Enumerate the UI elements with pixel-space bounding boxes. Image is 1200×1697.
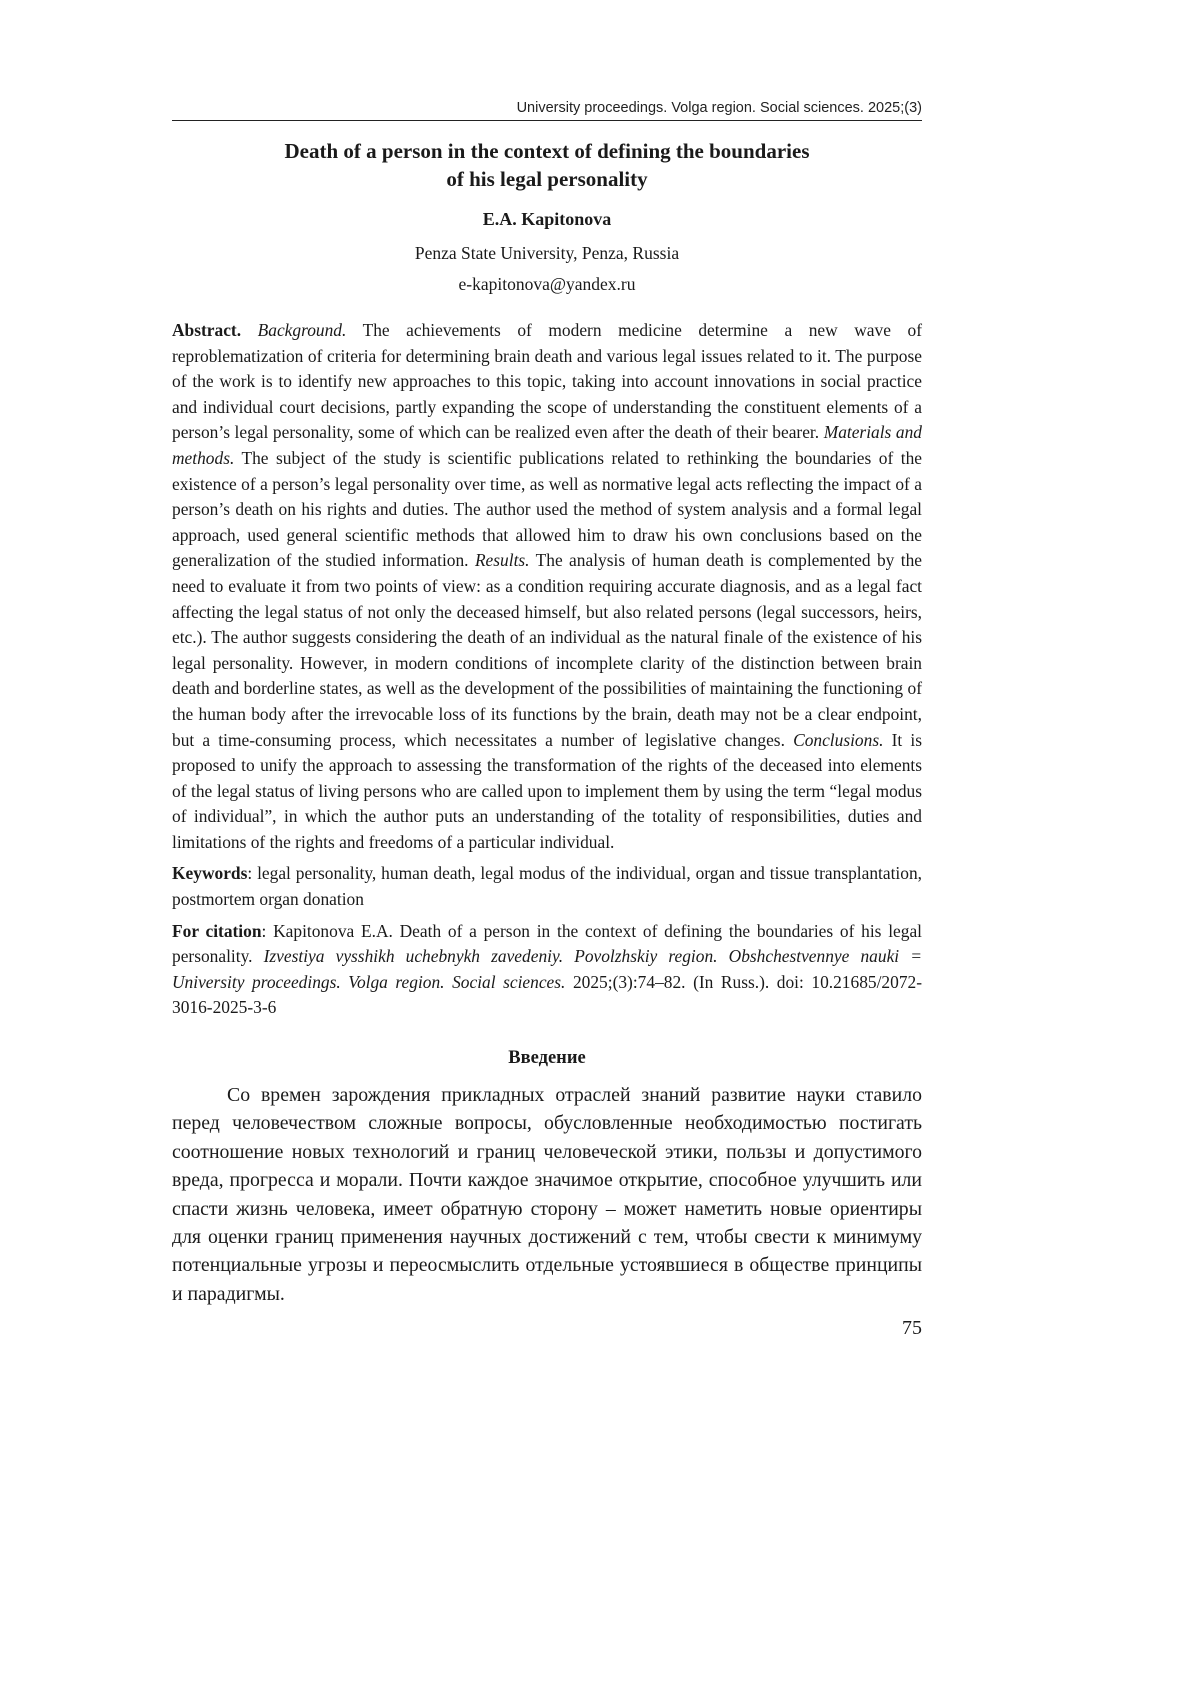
author-affiliation: Penza State University, Penza, Russia [414, 243, 680, 263]
article-title [172, 137, 922, 193]
keywords-text: : legal personality, human death, legal modus of the individual, organ and tissue transplantation, postmortem organ donation [172, 863, 922, 910]
citation [172, 919, 922, 1021]
article-title-line-1: Death of a person in the context of defining the boundaries [284, 139, 810, 163]
author-email: e-kapitonova@yandex.ru [458, 274, 636, 294]
citation-text-end: 2025;(3):74–82. (In Russ.). doi: 10.21685/2072-3016-2025-3-6 [172, 971, 922, 1018]
keywords-label: Keywords [172, 863, 248, 884]
abstract-conclusions-text: It is proposed to unify the approach to assessing the transformation of the rights of the deceased into elements of the legal status of living persons who are called upon to implement them by using the term “legal modus of individual”, in which the author puts an understanding of the totality of responsibilities, duties and limitations of the rights and freedoms of a particular individual. [172, 729, 922, 852]
abstract-results-label: Results. [474, 550, 530, 571]
abstract-background-label: Background. [257, 320, 347, 340]
citation-text-start: : Kapitonova E.A. Death of a person in the context of defining the boundaries of his legal personality. [172, 920, 923, 967]
abstract-results-text: The analysis of human death is complemented by the need to evaluate it from two points of view: as a condition requiring accurate diagnosis, and as a legal fact affecting the legal status of not only the deceased himself, but also related persons (legal successors, heirs, etc.). The author suggests considering the death of an individual as the natural finale of the existence of his legal personality. However, in modern conditions of incomplete clarity of the distinction between brain death and borderline states, as well as the development of the possibilities of maintaining the functioning of the human body after the irrevocable loss of its functions by the brain, death may not be a clear endpoint, but a time-consuming process, which necessitates a number of legislative changes. [172, 550, 922, 750]
keywords [172, 861, 922, 912]
abstract-methods-label: Materials and methods. [172, 422, 923, 468]
citation-journal: Izvestiya vysshikh uchebnykh zavedeniy. Povolzhskiy region. Obshchestvennye nauki = University proceedings. Volga region. Social sciences. [172, 946, 922, 992]
running-header: University proceedings. Volga region. Social sciences. 2025;(3) [172, 100, 922, 121]
citation-label: For citation [172, 920, 262, 941]
abstract-conclusions-label: Conclusions. [793, 729, 884, 750]
abstract-background-text: The achievements of modern medicine determine a new wave of reproblematization of criteria for determining brain death and various legal issues related to it. The purpose of the work is to identify new approaches to this topic, taking into account innovations in social practice and individual court decisions, partly expanding the scope of understanding the constituent elements of a person’s legal personality, some of which can be realized even after the death of their bearer. [172, 320, 922, 443]
abstract-label: Abstract. [172, 320, 242, 340]
section-heading-introduction: Введение [508, 1048, 586, 1069]
introduction-paragraph: Со времен зарождения прикладных отраслей знаний развитие науки ставило перед человечеством сложные вопросы, обусловленные необходимостью постигать соотношение новых технологий и границ человеческой этики, пользы и допустимого вреда, прогресса и морали. Почти каждое значимое открытие, способное улучшить или спасти жизнь человека, имеет обратную сторону – может наметить новые ориентиры для оценки границ применения научных достижений с тем, чтобы свести к минимуму потенциальные угрозы и переосмыслить отдельные устоявшиеся в обществе принципы и парадигмы. [172, 1084, 922, 1305]
page-number: 75 [902, 1317, 922, 1340]
abstract-methods-text: The subject of the study is scientific publications related to rethinking the boundaries of the existence of a person’s legal personality over time, as well as normative legal acts reflecting the impact of a person’s death on his rights and duties. The author used the method of system analysis and a formal legal approach, used general scientific methods that allowed him to draw his own conclusions based on the generalization of the studied information. [172, 447, 922, 571]
article-title-line-2: of his legal personality [446, 167, 648, 191]
article-page [172, 100, 922, 1342]
abstract [172, 318, 922, 855]
author-name: E.A. Kapitonova [482, 209, 612, 229]
